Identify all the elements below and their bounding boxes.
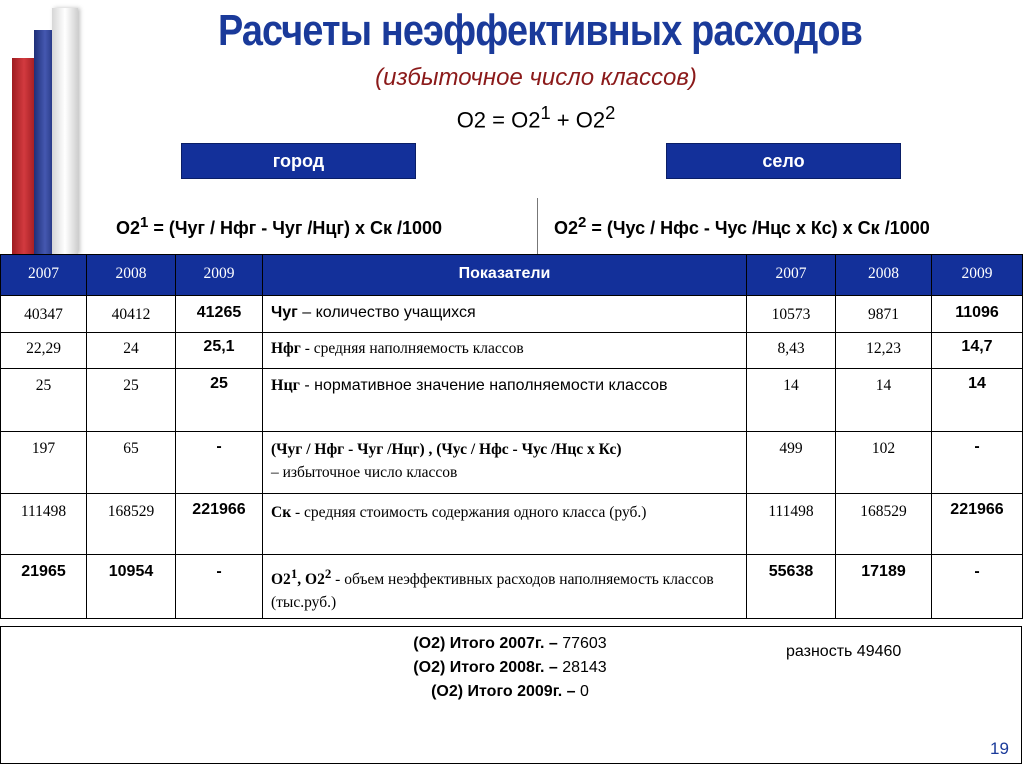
table-cell: 41265: [176, 296, 263, 333]
selo-formula: $О2^2 = (Чус$ / Нфс - Чус /Нцс х Кс) х Ск /1000: [554, 214, 930, 238]
table-cell: 168529: [87, 494, 176, 555]
table-cell: 25: [176, 369, 263, 432]
table-cell: 14: [747, 369, 836, 432]
indicator-cell: Нцг - нормативное значение наполняемости классов: [263, 369, 747, 432]
table-row: [1, 369, 1023, 432]
table-cell: 10573: [747, 296, 836, 333]
table-cell: 40412: [87, 296, 176, 333]
header-indicators: Показатели: [263, 255, 747, 296]
table-row: [1, 494, 1023, 555]
table-cell: 10954: [87, 555, 176, 619]
table-cell: -: [932, 432, 1023, 494]
indicator-cell: Чуг – количество учащихся: [263, 296, 747, 333]
table-row: [1, 333, 1023, 369]
indicator-cell: (Чуг / Нфг - Чуг /Нцг) , (Чус / Нфс - Чус /Нцс х Кс) – избыточное число классов: [263, 432, 747, 494]
table-cell: -: [932, 555, 1023, 619]
table-cell: 14: [836, 369, 932, 432]
table-cell: 11096: [932, 296, 1023, 333]
header-year: 2008: [836, 255, 932, 296]
table-cell: 40347: [1, 296, 87, 333]
table-row: [1, 555, 1023, 619]
header-year: 2007: [1, 255, 87, 296]
total-line: (О2) Итого 2008г. – 28143: [413, 659, 607, 676]
selo-label: село: [666, 143, 901, 179]
table-cell: -: [176, 555, 263, 619]
table-cell: 25: [1, 369, 87, 432]
table-cell: -: [176, 432, 263, 494]
header-year: 2009: [176, 255, 263, 296]
table-cell: 12,23: [836, 333, 932, 369]
table-row: [1, 296, 1023, 333]
header-year: 2009: [932, 255, 1023, 296]
total-line: (О2) Итого 2009г. – 0: [431, 683, 589, 700]
table-cell: 8,43: [747, 333, 836, 369]
table-cell: 9871: [836, 296, 932, 333]
table-row: [1, 432, 1023, 494]
table-cell: 65: [87, 432, 176, 494]
table-cell: 168529: [836, 494, 932, 555]
data-table: [0, 254, 1023, 619]
total-line: (О2) Итого 2007г. – 77603: [413, 635, 607, 652]
table-cell: 21965: [1, 555, 87, 619]
divider: [537, 198, 538, 254]
table-cell: 197: [1, 432, 87, 494]
table-cell: 111498: [1, 494, 87, 555]
table-cell: 25: [87, 369, 176, 432]
table-cell: 111498: [747, 494, 836, 555]
indicator-cell: Нфг - средняя наполняемость классов: [263, 333, 747, 369]
table-cell: 25,1: [176, 333, 263, 369]
header-year: 2008: [87, 255, 176, 296]
page-subtitle: (избыточное число классов): [375, 64, 697, 91]
table-cell: 17189: [836, 555, 932, 619]
table-cell: 24: [87, 333, 176, 369]
table-cell: 499: [747, 432, 836, 494]
table-cell: 14: [932, 369, 1023, 432]
gorod-label: город: [181, 143, 416, 179]
table-cell: 55638: [747, 555, 836, 619]
indicator-cell: Ск - средняя стоимость содержания одного класса (руб.): [263, 494, 747, 555]
table-cell: 22,29: [1, 333, 87, 369]
difference-text: разность 49460: [786, 643, 902, 660]
totals: [300, 632, 720, 704]
header-year: 2007: [747, 255, 836, 296]
indicator-cell: $О2^1$, $О2^2$ - объем неэффективных расходов наполняемость классов (тыс.руб.): [263, 555, 747, 619]
page-title: Расчеты неэффективных расходов: [217, 6, 863, 55]
table-cell: 14,7: [932, 333, 1023, 369]
gorod-formula: $О2^1 = (Чуг$ / Нфг - Чуг /Нцг) х Ск /1000: [116, 214, 443, 238]
page-number: 19: [990, 739, 1009, 758]
table-cell: 102: [836, 432, 932, 494]
table-cell: 221966: [176, 494, 263, 555]
table-header-row: [1, 255, 1023, 296]
table-cell: 221966: [932, 494, 1023, 555]
main-formula: $О2 = О2^1 + О2^2$: [456, 102, 616, 133]
